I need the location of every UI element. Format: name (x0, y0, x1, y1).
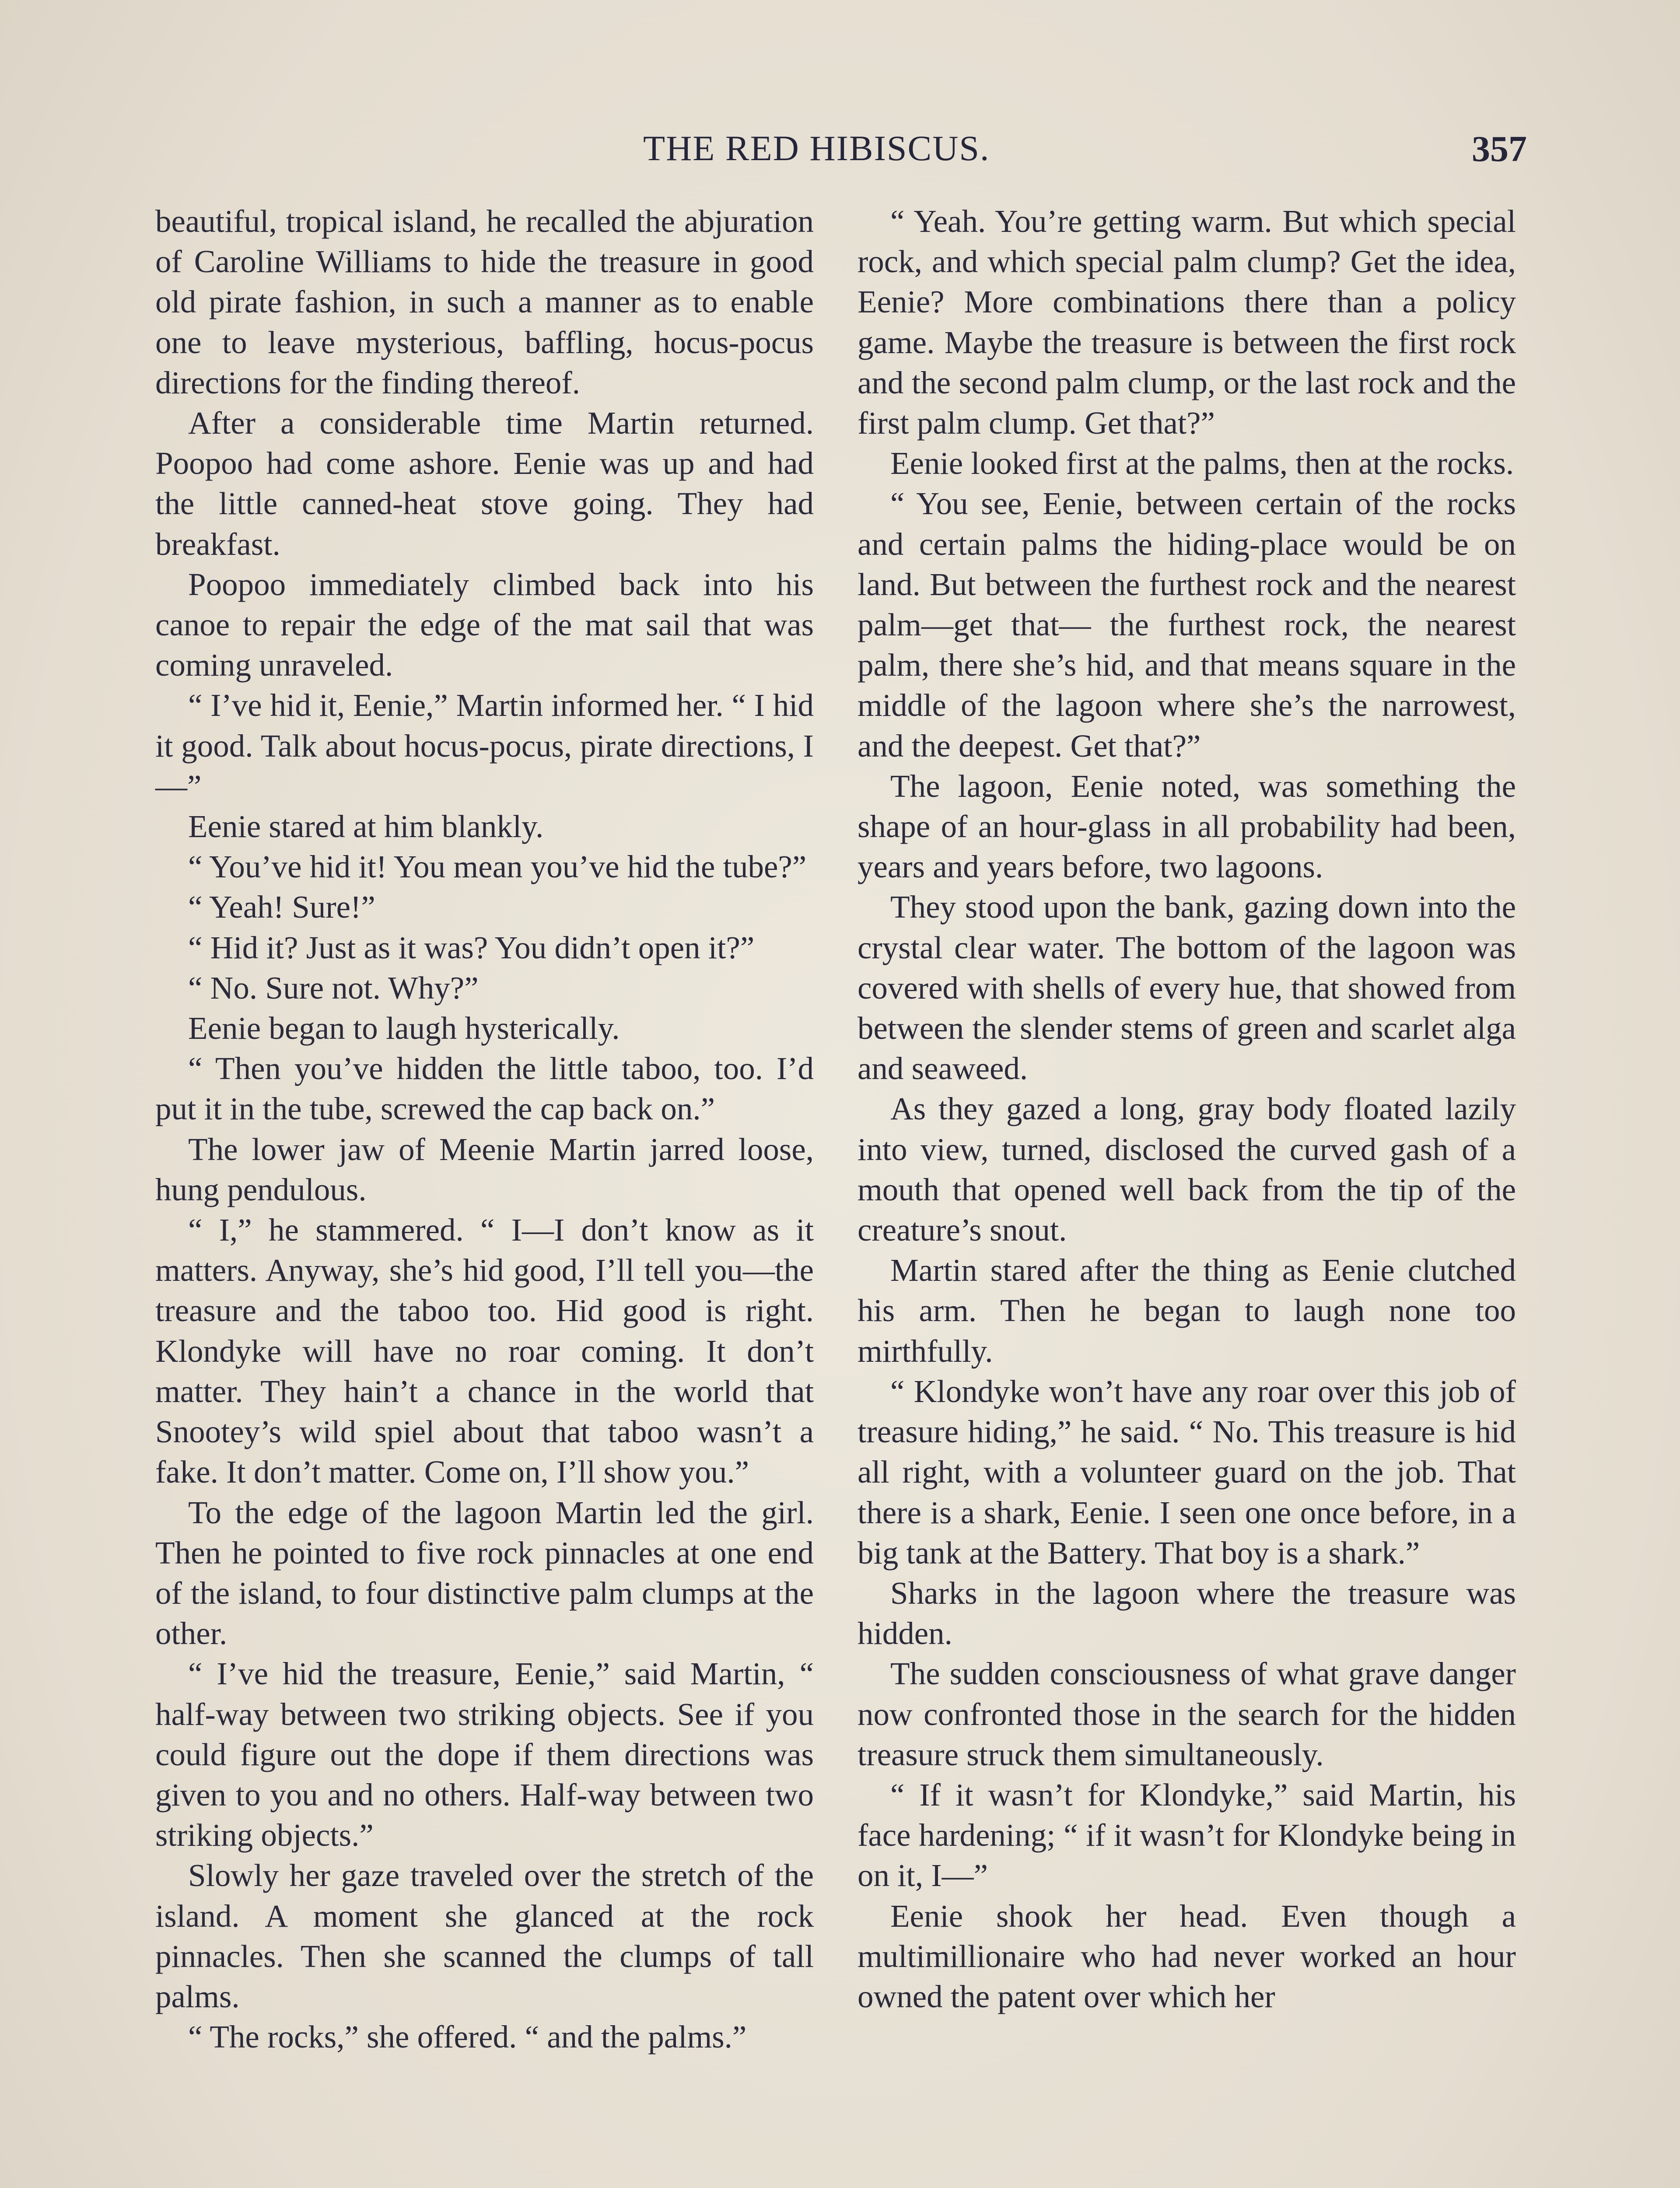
paragraph: “ I’ve hid the treasure, Eenie,” said Martin, “ half-way between two striking objects. See if you could figure out the dope if them directions was given to you and no others. Half-way between two striking objects.” (155, 1656, 814, 1853)
paragraph: “ Yeah. You’re getting warm. But which special rock, and which special palm clump? Get the idea, Eenie? More combinations there than a policy game. Maybe the treasure is between the first rock and the second palm clump, or the last rock and the first palm clump. Get that?” (858, 203, 1516, 441)
paragraph: “ Hid it? Just as it was? You didn’t open it?” (188, 929, 755, 965)
paragraph: Poopoo immediately climbed back into his canoe to repair the edge of the mat sail that was coming unraveled. (155, 566, 814, 683)
paragraph: To the edge of the lagoon Martin led the girl. Then he pointed to five rock pinnacles at one end of the island, to four distinctive palm clumps at the other. (155, 1494, 814, 1652)
paragraph: After a considerable time Martin returned. Poopoo had come ashore. Eenie was up and had the little canned-heat stove going. They had breakfast. (155, 405, 814, 562)
paragraph: Sharks in the lagoon where the treasure was hidden. (858, 1575, 1516, 1652)
running-title: THE RED HIBISCUS. (643, 128, 990, 168)
paragraph: Eenie stared at him blankly. (188, 809, 544, 845)
paragraph: “ The rocks,” she offered. “ and the palms.” (188, 2019, 747, 2055)
paragraph: Slowly her gaze traveled over the stretch of the island. A moment she glanced at the rock pinnacles. Then she scanned the clumps of tall palms. (155, 1858, 814, 2014)
paragraph: beautiful, tropical island, he recalled the abjuration of Caroline Williams to hide the treasure in good old pirate fashion, in such a manner as to enable one to leave mysterious, baffling, hocus-pocus directions for the finding thereof. (155, 203, 814, 400)
paragraph: The lower jaw of Meenie Martin jarred loose, hung pendulous. (155, 1131, 814, 1207)
paragraph: As they gazed a long, gray body floated lazily into view, turned, disclosed the curved gash of a mouth that opened well back from the tip of the creature’s snout. (858, 1091, 1516, 1248)
paragraph: The lagoon, Eenie noted, was something the shape of an hour-glass in all probability had been, years and years before, two lagoons. (858, 768, 1516, 885)
paragraph: The sudden consciousness of what grave danger now confronted those in the search for the hidden treasure struck them simultaneously. (858, 1656, 1516, 1772)
paragraph: “ Yeah! Sure!” (188, 889, 375, 925)
paragraph: “ Then you’ve hidden the little taboo, too. I’d put it in the tube, screwed the cap back on.” (155, 1051, 814, 1127)
paragraph: Martin stared after the thing as Eenie clutched his arm. Then he began to laugh none too mirthfully. (858, 1252, 1516, 1369)
paragraph: Eenie looked first at the palms, then at the rocks. (890, 445, 1514, 481)
right-column (858, 201, 1516, 2017)
left-column (155, 201, 814, 2057)
paragraph: “ You see, Eenie, between certain of the rocks and certain palms the hiding-place would be on land. But between the furthest rock and the nearest palm—get that— the furthest rock, the nearest palm, there she’s hid, and that means square in the middle of the lagoon where she’s the narrowest, and the deepest. Get that?” (858, 486, 1516, 764)
paragraph: “ I,” he stammered. “ I—I don’t know as it matters. Anyway, she’s hid good, I’ll tell you—the treasure and the taboo too. Hid good is right. Klondyke will have no roar coming. It don’t matter. They hain’t a chance in the world that Snootey’s wild spiel about that taboo wasn’t a fake. It don’t matter. Come on, I’ll show you.” (155, 1212, 814, 1490)
page-header (643, 128, 1527, 176)
paragraph: “ I’ve hid it, Eenie,” Martin informed her. “ I hid it good. Talk about hocus-pocus, pirate directions, I—” (155, 687, 814, 804)
page-number: 357 (1472, 129, 1527, 169)
paragraph: “ If it wasn’t for Klondyke,” said Martin, his face hardening; “ if it wasn’t for Klondyke being in on it, I—” (858, 1777, 1516, 1893)
paragraph: Eenie began to laugh hysterically. (188, 1010, 620, 1046)
paragraph: They stood upon the bank, gazing down into the crystal clear water. The bottom of the lagoon was covered with shells of every hue, that showed from between the slender stems of green and scarlet alga and seaweed. (858, 889, 1516, 1087)
paragraph: Eenie shook her head. Even though a multimillionaire who had never worked an hour owned the patent over which her (858, 1898, 1516, 2014)
paragraph: “ You’ve hid it! You mean you’ve hid the tube?” (188, 849, 807, 885)
paragraph: “ No. Sure not. Why?” (188, 970, 479, 1006)
paragraph: “ Klondyke won’t have any roar over this job of treasure hiding,” he said. “ No. This treasure is hid all right, with a volunteer guard on the job. That there is a shark, Eenie. I seen one once before, in a big tank at the Battery. That boy is a shark.” (858, 1373, 1516, 1571)
